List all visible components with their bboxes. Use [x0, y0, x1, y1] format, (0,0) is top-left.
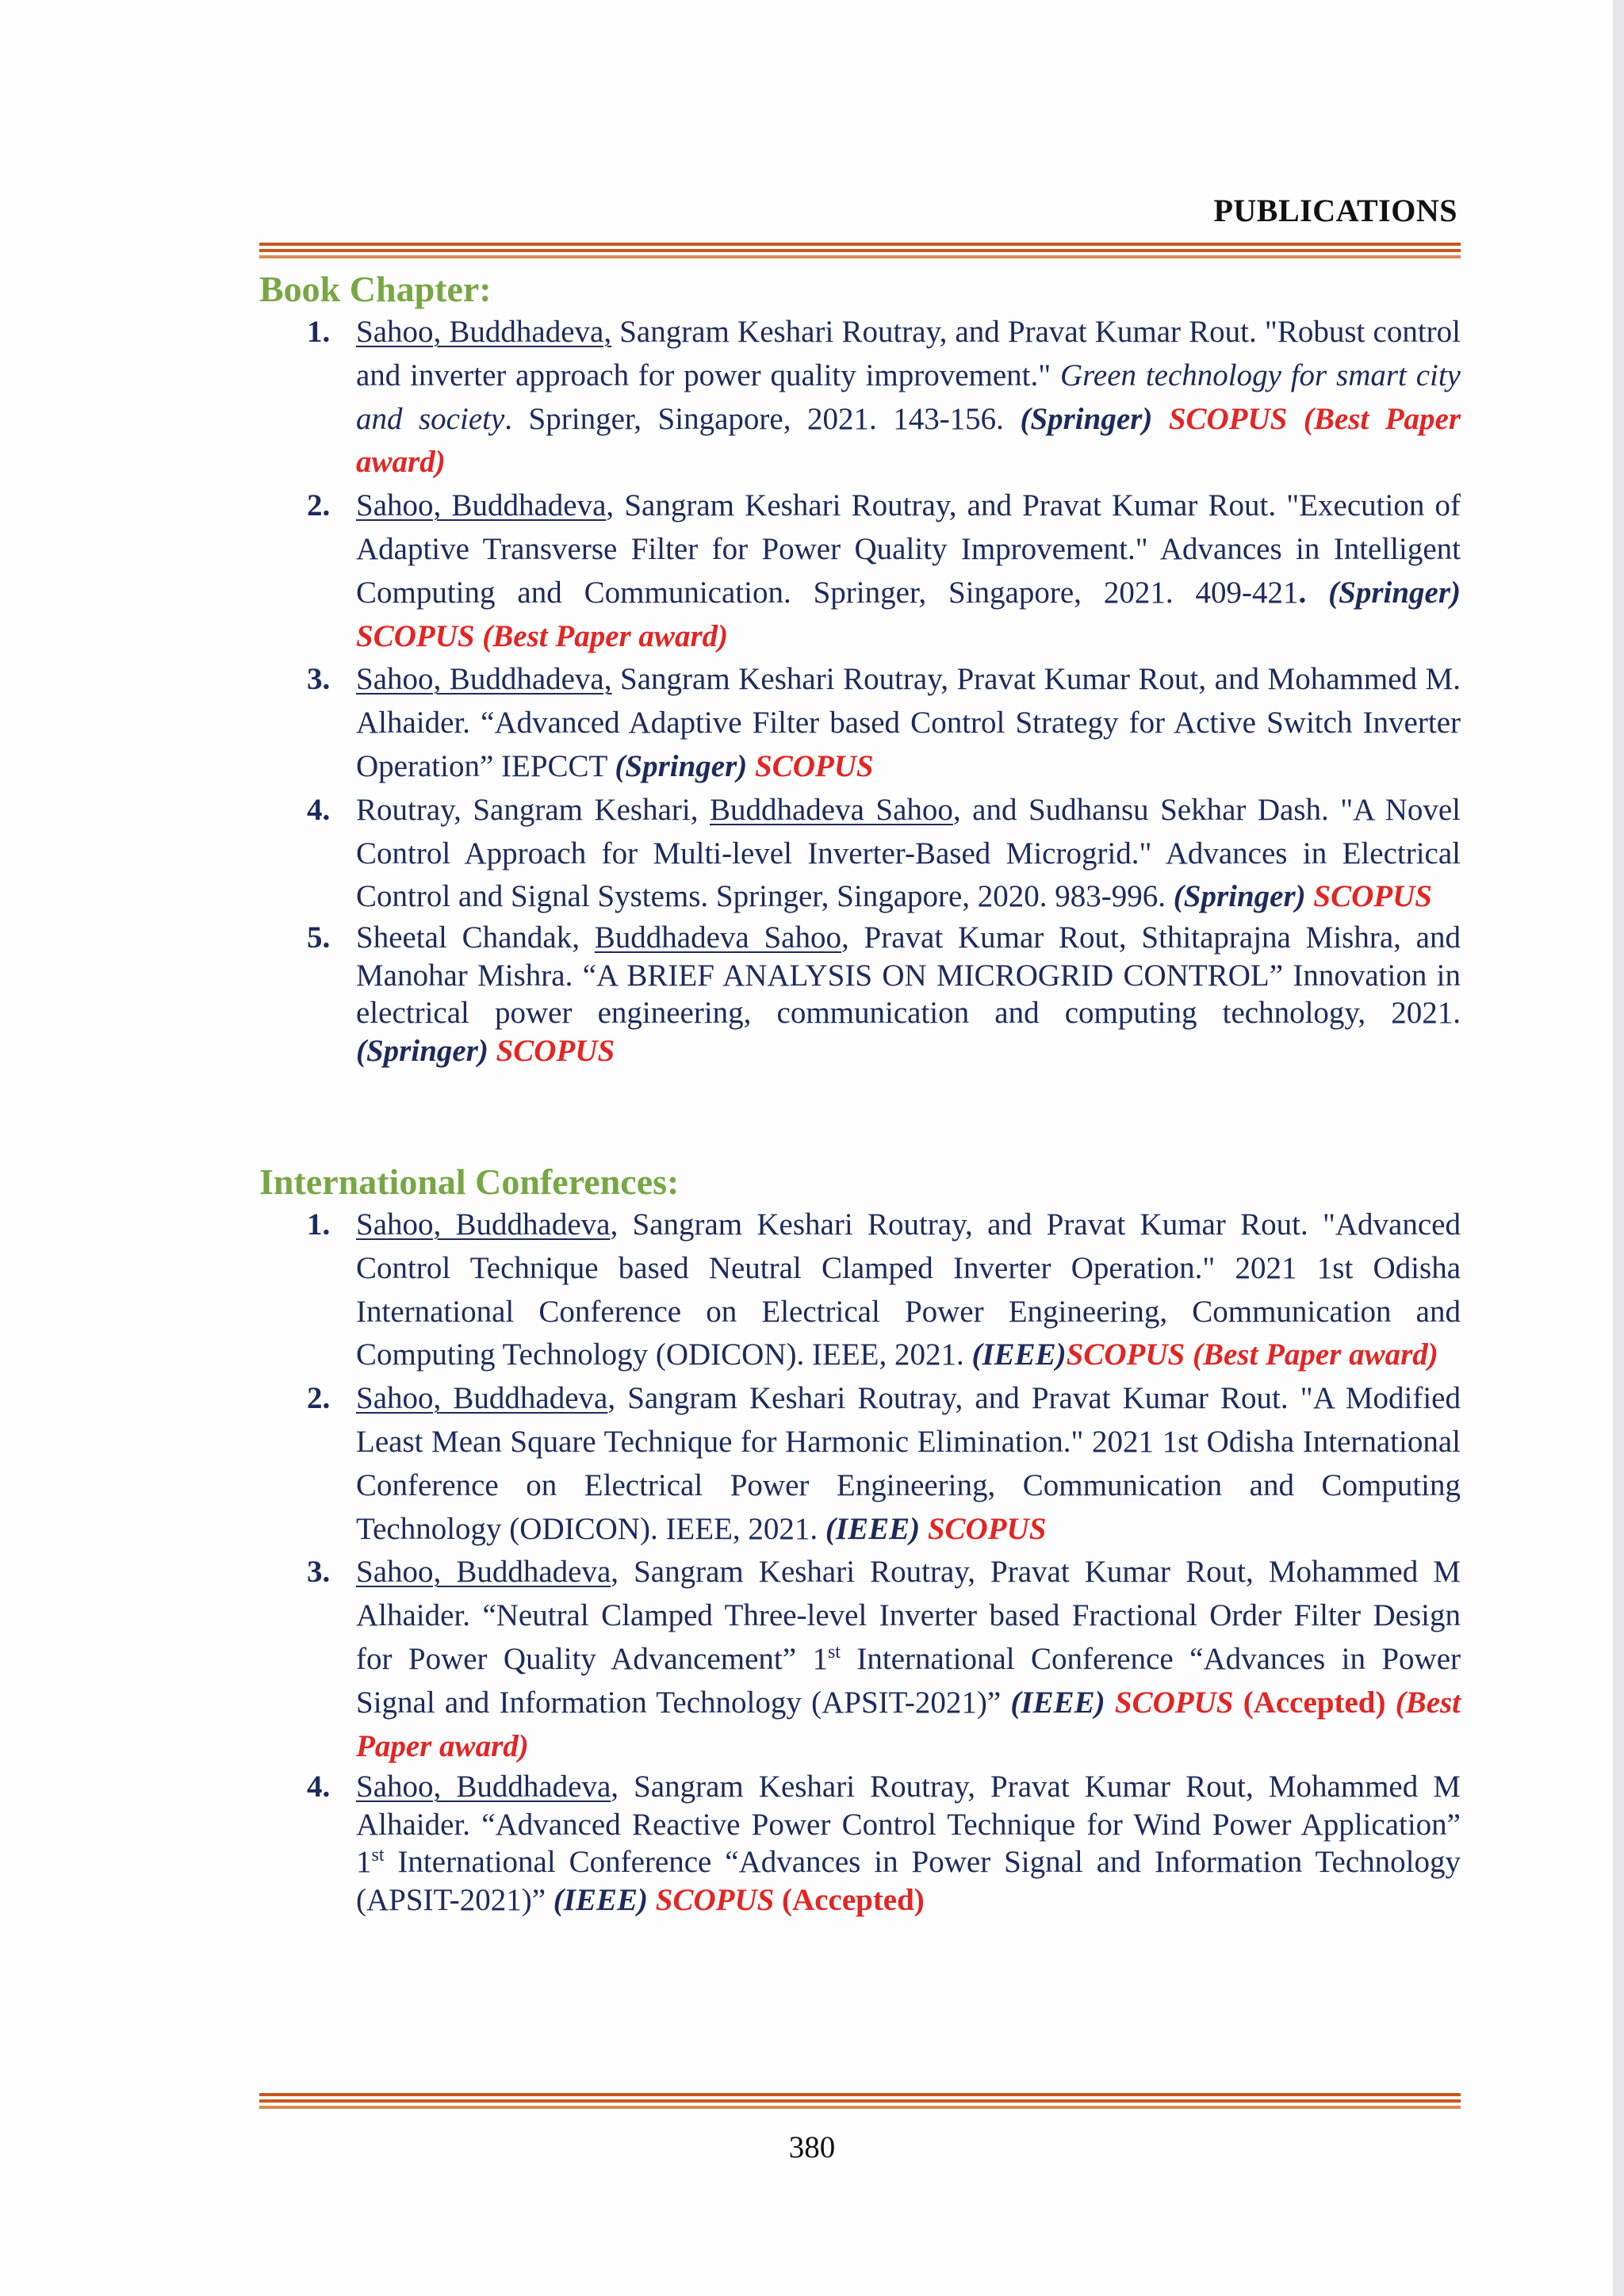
- section-heading-conferences: International Conferences:: [259, 1161, 680, 1202]
- publisher-tag: (Springer): [356, 1033, 488, 1068]
- item-number: 4.: [307, 1770, 331, 1804]
- publisher-tag: (IEEE): [1010, 1685, 1105, 1720]
- award-tag: (Best Paper award): [356, 401, 1461, 480]
- author-name: Sahoo, Buddhadeva: [356, 1770, 611, 1804]
- list-item: [259, 484, 1461, 658]
- list-item: [259, 311, 1461, 484]
- citation-text: .: [1298, 575, 1307, 610]
- header-divider: [259, 243, 1461, 258]
- index-tag: SCOPUS: [920, 1511, 1047, 1546]
- publisher-tag: (Springer): [1173, 879, 1306, 914]
- list-item: [259, 1377, 1461, 1551]
- citation-text: , Sangram Keshari Routray, and Pravat Kumar Rout. "Execution of Adaptive Transverse Filter for Power Quality Improvement." Advances in Intelligent Computing and Communication. Springer, Singapore, 2021. 409-421: [356, 488, 1461, 610]
- item-number: 5.: [307, 920, 331, 955]
- publisher-tag: (Springer): [1020, 401, 1153, 436]
- author-name: Sahoo, Buddhadeva: [356, 1555, 611, 1590]
- citation-text: , Sangram Keshari Routray, Pravat Kumar Rout, Mohammed M Alhaider. “Neutral Clamped Three-level Inverter based Fractional Order Filter Design for Power Quality Advancement” 1: [356, 1555, 1461, 1676]
- award-tag: (Best Paper award): [356, 1685, 1461, 1763]
- publisher-tag: (IEEE): [825, 1511, 921, 1546]
- citation-text: Sangram Keshari Routray, Pravat Kumar Rout, and Mohammed M. Alhaider. “Advanced Adaptive Filter based Control Strategy for Active Switch Inverter Operation” IEPCCT: [356, 662, 1461, 783]
- item-number: 2.: [307, 488, 331, 523]
- citation-text: International Conference “Advances in Power Signal and Information Technology (APSIT-2021)”: [356, 1845, 1461, 1917]
- author-name: Sahoo, Buddhadeva: [356, 488, 607, 523]
- book-chapter-list-continued: [259, 919, 1461, 1070]
- citation-text: , Sangram Keshari Routray, and Pravat Kumar Rout. "Advanced Control Technique based Neutral Clamped Inverter Operation." 2021 1st Odisha International Conference on Electrical Power Engineering, Communication and Computing Technology (ODICON). IEEE, 2021.: [356, 1207, 1461, 1372]
- page-edge-shadow: [1613, 0, 1624, 2296]
- page-header-title: PUBLICATIONS: [1213, 193, 1457, 228]
- item-number: 2.: [307, 1381, 331, 1416]
- page-number: 380: [788, 2130, 836, 2164]
- citation-text: , Pravat Kumar Rout, Sthitaprajna Mishra, and Manohar Mishra. “A BRIEF ANALYSIS ON MICROGRID CONTROL” Innovation in electrical power engineering, communication and computing technology, 2021.: [356, 920, 1461, 1031]
- accepted-tag: (Accepted): [1243, 1685, 1386, 1720]
- list-item: [259, 658, 1461, 788]
- index-tag: SCOPUS: [356, 618, 475, 653]
- index-tag: SCOPUS: [488, 1033, 615, 1068]
- publisher-tag: (IEEE): [971, 1337, 1067, 1372]
- publisher-tag: (Springer): [1328, 575, 1461, 610]
- item-number: 3.: [307, 662, 331, 697]
- index-tag: SCOPUS: [747, 748, 874, 783]
- venue-title: Green technology for smart city and society: [356, 358, 1461, 436]
- author-name: Sahoo, Buddhadeva: [356, 1381, 608, 1416]
- citation-text: International Conference “Advances in Power Signal and Information Technology (APSIT-2021)”: [356, 1641, 1461, 1720]
- list-item: [259, 1551, 1461, 1768]
- list-item: [259, 919, 1461, 1070]
- citation-text: , Sangram Keshari Routray, and Pravat Kumar Rout. "A Modified Least Mean Square Technique for Harmonic Elimination." 2021 1st Odisha International Conference on Electrical Power Engineering, Communication and Computing Technology (ODICON). IEEE, 2021.: [356, 1381, 1461, 1546]
- index-tag: SCOPUS: [1305, 879, 1432, 914]
- index-tag: SCOPUS: [1152, 401, 1288, 436]
- award-tag: (Best Paper award): [474, 618, 729, 653]
- citation-text: , and Sudhansu Sekhar Dash. "A Novel Control Approach for Multi-level Inverter-Based Microgrid." Advances in Electrical Control and Signal Systems. Springer, Singapore, 2020. 983-996.: [356, 792, 1461, 914]
- author-name: Sahoo, Buddhadeva,: [356, 315, 612, 349]
- author-name: Buddhadeva Sahoo: [709, 792, 953, 827]
- conferences-list: [259, 1203, 1461, 1768]
- index-tag: SCOPUS: [1066, 1337, 1185, 1372]
- accepted-tag: (Accepted): [774, 1882, 925, 1917]
- author-name: Buddhadeva Sahoo: [594, 920, 841, 955]
- section-heading-book-chapter: Book Chapter:: [259, 269, 492, 309]
- citation-text: Sheetal Chandak,: [356, 920, 595, 955]
- list-item: [259, 789, 1461, 919]
- author-name: Sahoo, Buddhadeva,: [356, 662, 612, 697]
- publisher-tag: (Springer): [615, 748, 748, 783]
- ordinal-suffix: st: [371, 1845, 385, 1866]
- list-item: [259, 1203, 1461, 1377]
- footer-divider: [259, 2093, 1461, 2109]
- book-chapter-section: [259, 268, 1461, 1070]
- item-number: 4.: [307, 792, 331, 827]
- index-tag: SCOPUS: [1105, 1685, 1234, 1720]
- citation-text: . Springer, Singapore, 2021. 143-156.: [504, 401, 1021, 436]
- item-number: 3.: [307, 1555, 331, 1590]
- conferences-section: [259, 1161, 1461, 1919]
- citation-text: Sangram Keshari Routray, and Pravat Kumar Rout. "Robust control and inverter approach for power quality improvement.": [356, 315, 1461, 392]
- award-tag: (Best Paper award): [1185, 1337, 1438, 1372]
- author-name: Sahoo, Buddhadeva: [356, 1207, 611, 1242]
- book-chapter-list: [259, 311, 1461, 919]
- list-item: [259, 1768, 1461, 1919]
- conferences-list-continued: [259, 1768, 1461, 1919]
- publisher-tag: (IEEE): [553, 1882, 648, 1917]
- citation-text: Routray, Sangram Keshari,: [356, 792, 710, 827]
- item-number: 1.: [307, 315, 331, 349]
- citation-text: , Sangram Keshari Routray, Pravat Kumar Rout, Mohammed M Alhaider. “Advanced Reactive Power Control Technique for Wind Power Application” 1: [356, 1770, 1461, 1880]
- index-tag: SCOPUS: [648, 1882, 775, 1917]
- item-number: 1.: [307, 1207, 331, 1242]
- ordinal-suffix: st: [827, 1641, 841, 1663]
